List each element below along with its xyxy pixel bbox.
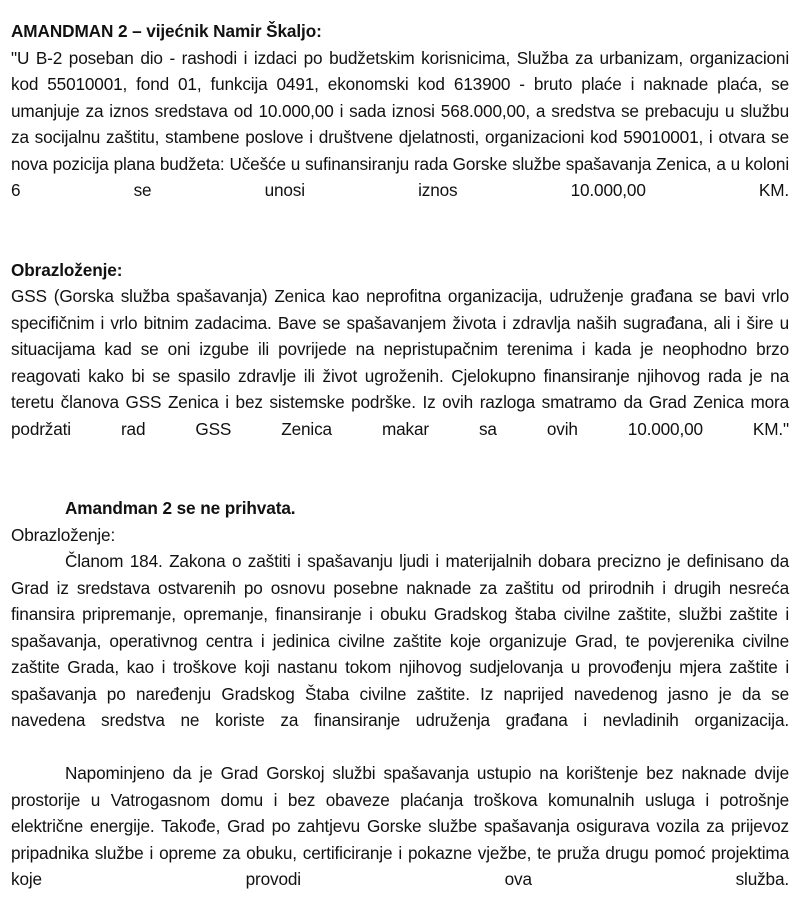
explanation-paragraph-3: Napominjeno da je Grad Gorskoj službi spašavanja ustupio na korištenje bez naknade dvije prostorije u Vatrogasnom domu i bez obaveze plaćanja troškova komunalnih usluga i potrošnje električne energije. Takođe, Grad po zahtjevu Gorske službe spašavanja osigurava vozila za prijevoz pripadnika službe i opreme za obuku, certificiranje i pokazne vježbe, te pruža drugu pomoć projektima koje provodi ova služba. bbox=[11, 763, 789, 889]
explanation-paragraph-1: GSS (Gorska služba spašavanja) Zenica kao neprofitna organizacija, udruženje građana se bavi vrlo specifičnim i vrlo bitnim zadacima. Bave se spašavanjem života i zdravlja naših sugrađana, ali i šire u situacijama kad se oni izgube ili povrijede na nepristupačnim terenima i kada je neophodno brzo reagovati kako bi se spasilo zdravlje ili život ugroženih. Cjelokupno finansiranje njihovog rada je na teretu članova GSS Zenica i bez sistemske podrške. Iz ovih razloga smatramo da Grad Zenica mora podržati rad GSS Zenica makar sa ovih 10.000,00 KM." bbox=[11, 286, 789, 439]
paragraph-spacer-2 bbox=[11, 469, 789, 496]
amendment-text-paragraph: "U B-2 poseban dio - rashodi i izdaci po budžetskim korisnicima, Služba za urbanizam, organizacioni kod 55010001, fond 01, funkcija 0491, ekonomski kod 613900 - bruto plaće i naknade plaća, se umanjuje za iznos sredstava od 10.000,00 i sada iznosi 568.000,00, a sredstva se prebacuju u službu za socijalnu zaštitu, stambene poslove i društvene djelatnosti, organizacioni kod 59010001, i otvara se nova pozicija plana budžeta: Učešće u sufinansiranju rada Gorske službe spašavanja Zenica, a u koloni 6 se unosi iznos 10.000,00 KM. bbox=[11, 47, 789, 200]
document-body bbox=[11, 18, 789, 919]
paragraph-spacer-1 bbox=[11, 230, 789, 257]
amendment-heading: AMANDMAN 2 – vijećnik Namir Škaljo: bbox=[11, 21, 322, 41]
explanation-heading-1: Obrazloženje: bbox=[11, 259, 123, 280]
explanation-heading-2: Obrazloženje: bbox=[11, 524, 116, 545]
explanation-paragraph-2: Članom 184. Zakona o zaštiti i spašavanju ljudi i materijalnih dobara precizno je definisano da Grad iz sredstava ostvarenih po osnovu posebne naknade za zaštitu od prirodnih i drugih nesreća finansira pripremanje, opremanje, finansiranje i obuku Gradskog štaba civilne zaštite, službi zaštite i spašavanja, operativnog centra i jedinica civilne zaštite koje organizuje Grad, te povjerenika civilne zaštite Grada, kao i troškove koji nastanu tokom njihovog sudjelovanja u provođenju mjera zaštite i spašavanja po naređenju Gradskog Štaba civilne zaštite. Iz naprijed navedenog jasno je da se navedena sredstva ne koriste za finansiranje udruženja građana i nevladinih organizacija. bbox=[11, 551, 789, 730]
decision-statement: Amandman 2 se ne prihvata. bbox=[65, 498, 296, 518]
